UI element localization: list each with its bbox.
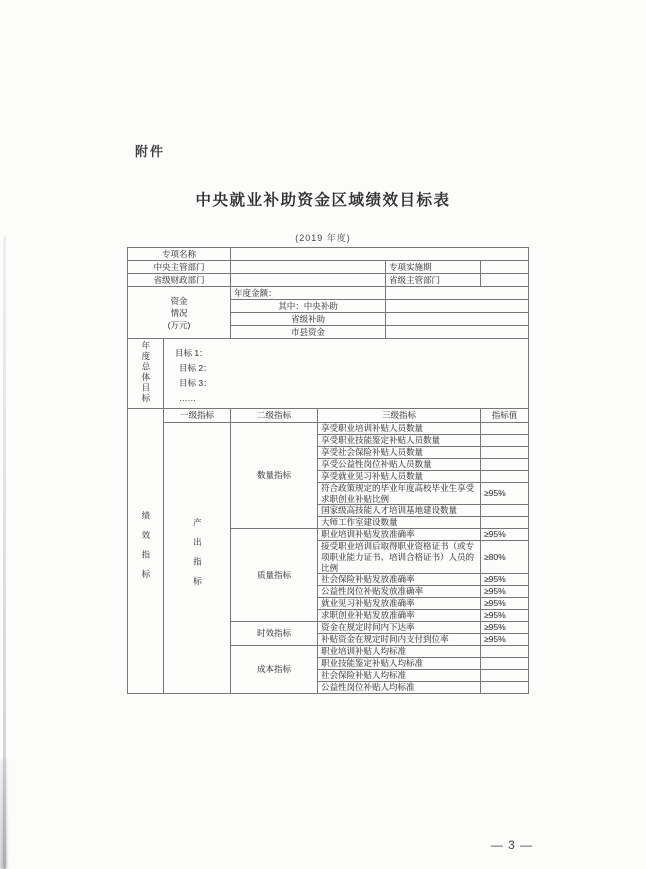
indicator-value	[481, 459, 529, 471]
performance-side-label: 绩效指标	[128, 409, 164, 694]
level2-header: 二级指标	[231, 409, 318, 423]
indicator-value	[481, 682, 529, 694]
indicator-value: ≥95%	[481, 634, 529, 646]
indicator-text: 补贴资金在规定时间内支付到位率	[318, 634, 481, 646]
funding-provincial-label: 省级补助	[231, 313, 386, 326]
indicator-text: 资金在规定时间内下达率	[318, 622, 481, 634]
funding-label: 资金 情况 (万元)	[128, 287, 231, 339]
indicator-text: 职业培训补贴发放准确率	[318, 529, 481, 541]
project-name-row	[128, 248, 529, 261]
prov-finance-row	[128, 274, 529, 287]
funding-provincial-value	[386, 313, 529, 326]
funding-central-label: 其中：中央补助	[231, 300, 386, 313]
indicator-value	[481, 505, 529, 517]
funding-annual-value	[386, 287, 529, 300]
funding-annual-label: 年度金额：	[231, 287, 386, 300]
performance-target-table	[127, 247, 529, 694]
indicator-text: 享受就业见习补贴人员数量	[318, 471, 481, 483]
indicator-text: 享受职业培训补贴人员数量	[318, 423, 481, 435]
level3-header: 三级指标	[318, 409, 481, 423]
prov-finance-label: 省级财政部门	[128, 274, 231, 287]
indicator-row	[128, 423, 529, 435]
page-number: — 3 —	[490, 838, 534, 852]
indicator-text: 符合政策规定的毕业年度高校毕业生享受求职创业补贴比例	[318, 483, 481, 505]
indicator-value: ≥95%	[481, 598, 529, 610]
attachment-label: 附件	[135, 144, 166, 159]
indicator-value	[481, 646, 529, 658]
indicator-value	[481, 517, 529, 529]
project-name-value	[231, 248, 529, 261]
group-timeliness-label: 时效指标	[231, 622, 318, 646]
indicator-text: 公益性岗位补贴发放准确率	[318, 586, 481, 598]
prov-dept-value	[481, 274, 529, 287]
indicator-text: 职业培训补贴人均标准	[318, 646, 481, 658]
annual-goal-row	[128, 339, 529, 409]
indicator-value	[481, 658, 529, 670]
central-dept-row	[128, 261, 529, 274]
value-header: 指标值	[481, 409, 529, 423]
indicator-text: 就业见习补贴发放准确率	[318, 598, 481, 610]
indicator-value: ≥95%	[481, 483, 529, 505]
indicator-text: 社会保险补贴发放准确率	[318, 574, 481, 586]
level1-header: 一级指标	[164, 409, 231, 423]
indicator-value	[481, 670, 529, 682]
group-quality-label: 质量指标	[231, 529, 318, 622]
page-title: 中央就业补助资金区域绩效目标表	[195, 192, 451, 209]
indicator-text: 享受公益性岗位补贴人员数量	[318, 459, 481, 471]
indicator-value: ≥95%	[481, 610, 529, 622]
output-indicator-label: 产出指标	[164, 423, 231, 694]
impl-period-label: 专项实施期	[386, 261, 481, 274]
impl-period-value	[481, 261, 529, 274]
indicator-value: ≥95%	[481, 622, 529, 634]
indicator-value	[481, 447, 529, 459]
indicator-value	[481, 435, 529, 447]
indicator-text: 大师工作室建设数量	[318, 517, 481, 529]
funding-central-value	[386, 300, 529, 313]
funding-city-label: 市县资金	[231, 326, 386, 339]
funding-row-annual	[128, 287, 529, 300]
indicator-text: 社会保险补贴人均标准	[318, 670, 481, 682]
indicator-value: ≥95%	[481, 529, 529, 541]
indicator-value: ≥95%	[481, 574, 529, 586]
indicator-header-row	[128, 409, 529, 423]
indicator-text: 职业技能鉴定补贴人均标准	[318, 658, 481, 670]
central-dept-label: 中央主管部门	[128, 261, 231, 274]
indicator-text: 接受职业培训后取得职业资格证书（或专项职业能力证书、培训合格证书）人员的比例	[318, 541, 481, 574]
prov-dept-label: 省级主管部门	[386, 274, 481, 287]
indicator-text: 国家级高技能人才培训基地建设数量	[318, 505, 481, 517]
indicator-text: 享受职业技能鉴定补贴人员数量	[318, 435, 481, 447]
prov-finance-value	[231, 274, 386, 287]
indicator-value	[481, 471, 529, 483]
indicator-text: 求职创业补贴发放准确率	[318, 610, 481, 622]
indicator-value: ≥80%	[481, 541, 529, 574]
group-quantity-label: 数量指标	[231, 423, 318, 529]
indicator-value	[481, 423, 529, 435]
project-name-label: 专项名称	[128, 248, 231, 261]
group-cost-label: 成本指标	[231, 646, 318, 694]
central-dept-value	[231, 261, 386, 274]
annual-goal-content: 目标 1： 目标 2： 目标 3： ……	[164, 339, 529, 409]
funding-city-value	[386, 326, 529, 339]
indicator-text: 公益性岗位补贴人均标准	[318, 682, 481, 694]
year-subtitle: (2019 年度)	[295, 233, 351, 243]
annual-goal-label: 年度总体目标	[128, 339, 164, 409]
indicator-text: 享受社会保险补贴人员数量	[318, 447, 481, 459]
indicator-value: ≥95%	[481, 586, 529, 598]
scan-corner-artifact	[0, 759, 7, 869]
